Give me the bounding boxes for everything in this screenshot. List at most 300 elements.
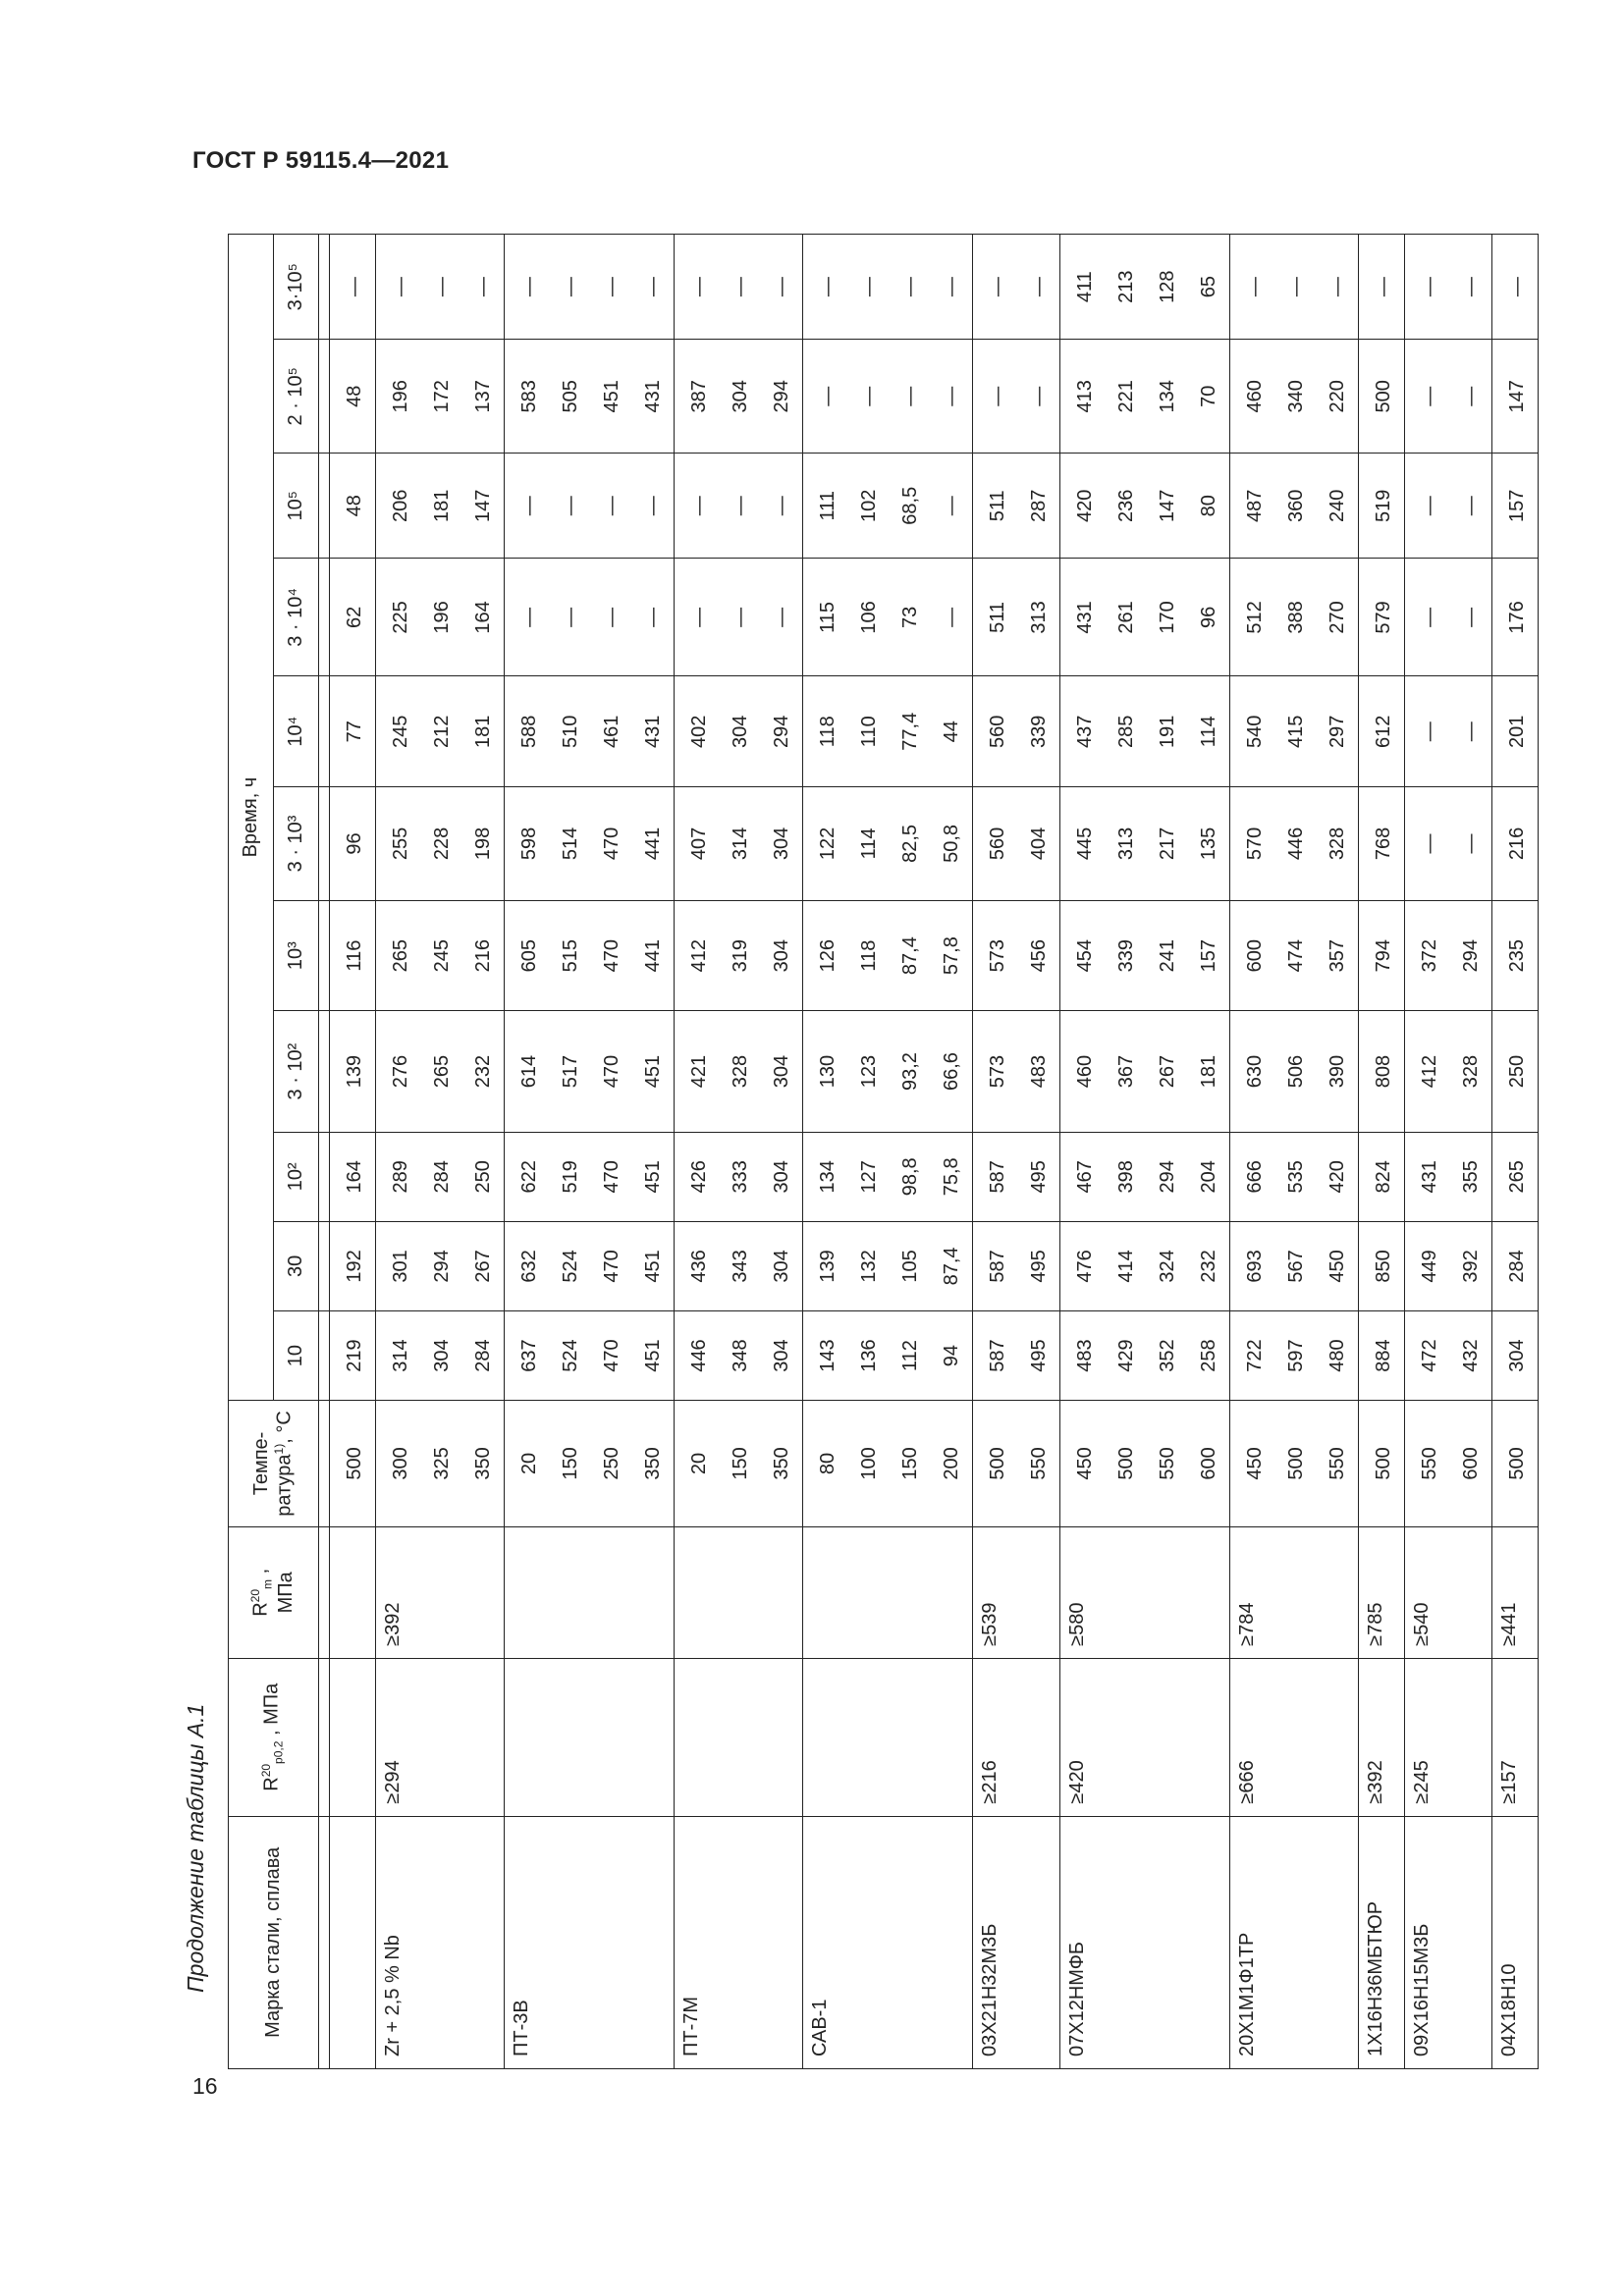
strength-value: 232	[1198, 1250, 1219, 1283]
value-cell	[1405, 1132, 1492, 1221]
strength-value: 598	[518, 827, 540, 861]
value-cell	[803, 454, 973, 559]
strength-value: 519	[1373, 489, 1394, 522]
value-cell	[1230, 787, 1359, 901]
temperature-value: 350	[472, 1447, 494, 1480]
yield-cell: ≥245	[1405, 1658, 1492, 1816]
strength-value: 605	[518, 938, 540, 973]
strength-value: —	[1506, 277, 1528, 297]
grade-cell: САВ-1	[803, 1816, 973, 2068]
strength-value: 147	[472, 489, 494, 522]
strength-value: 198	[472, 827, 494, 861]
strength-value: 480	[1326, 1339, 1348, 1372]
temperature-cell	[973, 1401, 1060, 1527]
value-cell	[1230, 1011, 1359, 1132]
strength-value: —	[688, 607, 710, 627]
strength-value: —	[1419, 496, 1440, 516]
value-cell	[1230, 1221, 1359, 1310]
strength-value: 80	[1198, 495, 1219, 517]
strength-value: 294	[771, 380, 792, 413]
strength-value: 470	[601, 1339, 623, 1372]
strength-value: 637	[518, 1339, 540, 1372]
strength-value: —	[987, 386, 1008, 406]
value-cell	[330, 1011, 376, 1132]
strength-value: 348	[730, 1339, 751, 1372]
value-cell	[1359, 454, 1405, 559]
value-cell	[505, 676, 675, 787]
value-cell	[1060, 1011, 1230, 1132]
strength-value: 96	[1198, 606, 1219, 629]
strength-value: 441	[642, 938, 664, 973]
strength-value: 794	[1373, 938, 1394, 973]
strength-value: 289	[390, 1160, 411, 1194]
strength-value: —	[1244, 277, 1266, 297]
value-cell	[376, 676, 505, 787]
value-cell	[376, 559, 505, 676]
strength-value: 411	[1074, 271, 1096, 303]
strength-value: —	[1419, 607, 1440, 627]
value-cell	[675, 1011, 803, 1132]
value-cell	[675, 1221, 803, 1310]
grade-cell: 20Х1М1Ф1ТР	[1230, 1816, 1359, 2068]
strength-value: 517	[560, 1054, 581, 1089]
value-cell	[1060, 1221, 1230, 1310]
yield-cell: ≥157	[1492, 1658, 1539, 1816]
strength-value: 111	[817, 491, 839, 521]
temperature-cell	[330, 1401, 376, 1527]
strength-value: 451	[642, 1160, 664, 1194]
value-cell	[973, 1310, 1060, 1400]
strength-value: —	[1419, 721, 1440, 742]
value-cell	[505, 235, 675, 340]
strength-value: 487	[1244, 489, 1266, 522]
strength-value: 114	[1198, 716, 1219, 748]
strength-value: 134	[1157, 380, 1178, 413]
strength-value: 415	[1285, 715, 1307, 748]
strength-value: 824	[1373, 1160, 1394, 1194]
strength-value: 147	[1506, 380, 1528, 413]
strength-value: 236	[1115, 489, 1137, 522]
strength-value: 451	[642, 1339, 664, 1372]
strength-value: 181	[431, 489, 453, 522]
strength-value: 136	[858, 1339, 880, 1372]
strength-value: 304	[1506, 1339, 1528, 1372]
tensile-cell: ≥540	[1405, 1526, 1492, 1658]
strength-value: 128	[1157, 270, 1178, 303]
value-cell	[1492, 235, 1539, 340]
strength-value: 524	[560, 1250, 581, 1283]
strength-value: 339	[1028, 715, 1050, 748]
strength-value: 461	[601, 715, 623, 748]
strength-value: 68,5	[899, 486, 921, 525]
col-header-tensile: $R^{20}_m$ , МПа	[229, 1526, 319, 1658]
value-cell	[803, 787, 973, 901]
value-cell	[675, 900, 803, 1011]
strength-value: 460	[1074, 1054, 1096, 1089]
strength-value: 470	[601, 1250, 623, 1283]
value-cell	[330, 1221, 376, 1310]
strength-value: 431	[642, 380, 664, 413]
strength-value: 506	[1285, 1054, 1307, 1089]
strength-value: 431	[1419, 1160, 1440, 1194]
strength-value: 420	[1074, 489, 1096, 522]
strength-value: —	[472, 277, 494, 297]
temperature-value: 550	[1157, 1447, 1178, 1480]
strength-value: 304	[771, 1160, 792, 1194]
value-cell	[330, 1310, 376, 1400]
tensile-cell: ≥392	[376, 1526, 505, 1658]
strength-value: 118	[858, 939, 880, 972]
strength-value: 48	[344, 495, 365, 517]
value-cell	[376, 1221, 505, 1310]
table-row	[1060, 235, 1230, 2069]
strength-value: 372	[1419, 938, 1440, 973]
strength-value: 850	[1373, 1250, 1394, 1283]
strength-value: 172	[431, 380, 453, 413]
temperature-value: 80	[817, 1452, 839, 1475]
tensile-cell	[330, 1526, 376, 1658]
temperature-cell	[1405, 1401, 1492, 1527]
strength-value: 102	[858, 489, 880, 522]
col-header-time-group: Время, ч	[229, 235, 274, 1401]
value-cell	[505, 900, 675, 1011]
col-header-temperature: Темпе- ратура$^{1)}$, °С	[229, 1401, 319, 1527]
value-cell	[330, 787, 376, 901]
strength-value: 483	[1028, 1054, 1050, 1089]
strength-value: 284	[1506, 1250, 1528, 1283]
strength-value: 412	[688, 938, 710, 973]
strength-value: —	[601, 607, 623, 627]
temperature-value: 20	[688, 1452, 710, 1475]
tensile-cell	[803, 1526, 973, 1658]
strength-value: 82,5	[899, 824, 921, 863]
strength-value: 436	[688, 1250, 710, 1283]
temperature-value: 150	[730, 1447, 751, 1480]
value-cell	[330, 454, 376, 559]
strength-value: 510	[560, 715, 581, 748]
strength-value: 157	[1506, 489, 1528, 522]
strength-value: 66,6	[941, 1052, 962, 1092]
value-cell	[505, 340, 675, 454]
value-cell	[1492, 340, 1539, 454]
strength-value: 768	[1373, 827, 1394, 861]
strength-value: 112	[899, 1340, 921, 1371]
value-cell	[973, 1221, 1060, 1310]
strength-value: 357	[1326, 938, 1348, 973]
col-header-time: 10⁵	[274, 454, 319, 559]
value-cell	[1230, 676, 1359, 787]
value-cell	[803, 1132, 973, 1221]
strength-value: 75,8	[941, 1157, 962, 1197]
value-cell	[505, 559, 675, 676]
temperature-value: 200	[941, 1447, 962, 1480]
strength-value: 250	[1506, 1054, 1528, 1089]
value-cell	[1492, 1132, 1539, 1221]
value-cell	[803, 1011, 973, 1132]
value-cell	[1060, 340, 1230, 454]
value-cell	[330, 340, 376, 454]
strength-value: 232	[472, 1054, 494, 1089]
rotated-table-container	[228, 234, 1528, 2069]
temperature-value: 450	[1244, 1447, 1266, 1480]
strength-value: 304	[730, 380, 751, 413]
table-row	[376, 235, 505, 2069]
tensile-cell	[505, 1526, 675, 1658]
temperature-value: 500	[1115, 1447, 1137, 1480]
strength-value: 402	[688, 715, 710, 748]
strength-value: 666	[1244, 1160, 1266, 1194]
strength-value: 431	[1074, 601, 1096, 634]
strength-value: 98,8	[899, 1157, 921, 1197]
strength-value: 573	[987, 1054, 1008, 1089]
strength-value: 467	[1074, 1160, 1096, 1194]
value-cell	[330, 676, 376, 787]
temperature-cell	[803, 1401, 973, 1527]
strength-value: 573	[987, 938, 1008, 973]
strength-value: —	[560, 607, 581, 627]
strength-value: 261	[1115, 601, 1137, 634]
strength-value: 387	[688, 380, 710, 413]
strength-value: —	[941, 277, 962, 297]
strength-value: 213	[1115, 270, 1137, 303]
value-cell	[1359, 787, 1405, 901]
strength-value: 600	[1244, 938, 1266, 973]
yield-cell	[803, 1658, 973, 1816]
strength-value: 206	[390, 489, 411, 522]
strength-value: 44	[941, 721, 962, 743]
value-cell	[376, 235, 505, 340]
strength-value: —	[688, 277, 710, 297]
value-cell	[1359, 1132, 1405, 1221]
strength-value: 449	[1419, 1250, 1440, 1283]
strength-value: 143	[817, 1339, 839, 1372]
col-header-time: 10³	[274, 900, 319, 1011]
value-cell	[1060, 454, 1230, 559]
strength-value: —	[941, 496, 962, 516]
strength-value: 196	[390, 380, 411, 413]
strength-value: 632	[518, 1250, 540, 1283]
strength-value: 241	[1157, 938, 1178, 973]
col-header-time: 2 · 10⁵	[274, 340, 319, 454]
strength-value: 245	[431, 938, 453, 973]
strength-value: 287	[1028, 489, 1050, 522]
yield-cell: ≥294	[376, 1658, 505, 1816]
strength-value: 134	[817, 1160, 839, 1194]
temperature-value: 550	[1419, 1447, 1440, 1480]
strength-value: 460	[1244, 380, 1266, 413]
col-header-time: 30	[274, 1221, 319, 1310]
strength-value: —	[899, 277, 921, 297]
value-cell	[973, 1011, 1060, 1132]
strength-value: —	[1028, 277, 1050, 297]
strength-value: —	[730, 277, 751, 297]
strength-value: —	[817, 386, 839, 406]
value-cell	[330, 1132, 376, 1221]
strength-value: 77,4	[899, 712, 921, 751]
value-cell	[330, 900, 376, 1011]
col-header-time: 3·10⁵	[274, 235, 319, 340]
strength-value: —	[899, 386, 921, 406]
strength-value: 122	[817, 827, 839, 861]
strength-value: 301	[390, 1250, 411, 1283]
temperature-cell	[1060, 1401, 1230, 1527]
strength-value: 437	[1074, 715, 1096, 748]
temperature-value: 350	[642, 1447, 664, 1480]
strength-value: 304	[730, 715, 751, 748]
strength-value: 204	[1198, 1160, 1219, 1194]
strength-value: 118	[817, 716, 839, 748]
strength-value: 808	[1373, 1054, 1394, 1089]
value-cell	[1492, 559, 1539, 676]
value-cell	[1359, 559, 1405, 676]
value-cell	[1230, 900, 1359, 1011]
value-cell	[505, 1132, 675, 1221]
strength-value: 622	[518, 1160, 540, 1194]
strength-value: —	[1419, 277, 1440, 297]
temperature-value: 500	[1373, 1447, 1394, 1480]
strength-value: 352	[1157, 1339, 1178, 1372]
page-number: 16	[192, 2073, 218, 2099]
strength-value: 87,4	[941, 1247, 962, 1286]
strength-value: 265	[390, 938, 411, 973]
strength-value: —	[771, 277, 792, 297]
strength-value: —	[688, 496, 710, 516]
strength-value: —	[344, 277, 365, 297]
strength-value: 130	[817, 1054, 839, 1089]
strength-value: —	[1285, 277, 1307, 297]
document-header: ГОСТ Р 59115.4—2021	[192, 147, 450, 174]
yield-cell: ≥216	[973, 1658, 1060, 1816]
strength-value: 294	[771, 715, 792, 748]
value-cell	[1492, 1011, 1539, 1132]
strength-value: 324	[1157, 1250, 1178, 1283]
strength-value: 884	[1373, 1339, 1394, 1372]
temperature-cell	[505, 1401, 675, 1527]
creep-strength-table	[228, 234, 1539, 2069]
strength-value: 304	[771, 1250, 792, 1283]
value-cell	[1230, 454, 1359, 559]
value-cell	[1230, 559, 1359, 676]
strength-value: —	[518, 496, 540, 516]
value-cell	[803, 900, 973, 1011]
value-cell	[675, 454, 803, 559]
strength-value: 693	[1244, 1250, 1266, 1283]
strength-value: 235	[1506, 938, 1528, 973]
strength-value: —	[1419, 833, 1440, 854]
strength-value: 414	[1115, 1250, 1137, 1283]
strength-value: 407	[688, 827, 710, 861]
strength-value: 722	[1244, 1339, 1266, 1372]
strength-value: 390	[1326, 1054, 1348, 1089]
strength-value: —	[941, 607, 962, 627]
strength-value: 48	[344, 385, 365, 407]
table-row	[1405, 235, 1492, 2069]
strength-value: 587	[987, 1160, 1008, 1194]
strength-value: 270	[1326, 601, 1348, 634]
strength-value: 127	[858, 1160, 880, 1194]
grade-cell	[330, 1816, 376, 2068]
strength-value: 567	[1285, 1250, 1307, 1283]
strength-value: 313	[1115, 827, 1137, 861]
value-cell	[1060, 1132, 1230, 1221]
value-cell	[1359, 1011, 1405, 1132]
strength-value: —	[560, 496, 581, 516]
strength-value: 445	[1074, 827, 1096, 861]
value-cell	[330, 235, 376, 340]
grade-cell: ПТ-7М	[675, 1816, 803, 2068]
strength-value: —	[431, 277, 453, 297]
temperature-cell	[376, 1401, 505, 1527]
grade-cell: 04Х18Н10	[1492, 1816, 1539, 2068]
strength-value: 50,8	[941, 824, 962, 863]
value-cell	[1060, 900, 1230, 1011]
strength-value: 495	[1028, 1250, 1050, 1283]
table-row	[1359, 235, 1405, 2069]
col-header-time: 3 · 10⁴	[274, 559, 319, 676]
strength-value: —	[771, 607, 792, 627]
strength-value: 201	[1506, 715, 1528, 748]
value-cell	[1492, 1310, 1539, 1400]
value-cell	[1359, 1310, 1405, 1400]
strength-value: 147	[1157, 489, 1178, 522]
value-cell	[803, 340, 973, 454]
strength-value: 276	[390, 1054, 411, 1089]
strength-value: 126	[817, 938, 839, 973]
strength-value: 343	[730, 1250, 751, 1283]
strength-value: 470	[601, 1160, 623, 1194]
yield-cell	[675, 1658, 803, 1816]
strength-value: —	[601, 496, 623, 516]
temperature-value: 450	[1074, 1447, 1096, 1480]
table-row	[803, 235, 973, 2069]
value-cell	[1060, 787, 1230, 901]
strength-value: 106	[858, 601, 880, 634]
strength-value: 176	[1506, 601, 1528, 634]
strength-value: 304	[771, 1054, 792, 1089]
value-cell	[505, 787, 675, 901]
strength-value: —	[601, 277, 623, 297]
strength-value: 297	[1326, 715, 1348, 748]
table-row	[1230, 235, 1359, 2069]
strength-value: 294	[431, 1250, 453, 1283]
value-cell	[1405, 900, 1492, 1011]
value-cell	[1060, 559, 1230, 676]
strength-value: 240	[1326, 489, 1348, 522]
value-cell	[1405, 1310, 1492, 1400]
strength-value: 328	[730, 1054, 751, 1089]
tensile-cell: ≥580	[1060, 1526, 1230, 1658]
strength-value: 355	[1460, 1160, 1482, 1194]
strength-value: —	[730, 607, 751, 627]
value-cell	[1359, 235, 1405, 340]
value-cell	[1492, 900, 1539, 1011]
yield-cell	[330, 1658, 376, 1816]
strength-value: 170	[1157, 601, 1178, 634]
value-cell	[803, 1310, 973, 1400]
grade-cell: 03Х21Н32М3Б	[973, 1816, 1060, 2068]
value-cell	[803, 676, 973, 787]
temperature-value: 325	[431, 1447, 453, 1480]
strength-value: 132	[858, 1250, 880, 1283]
strength-value: 62	[344, 606, 365, 629]
strength-value: 412	[1419, 1054, 1440, 1089]
strength-value: 392	[1460, 1250, 1482, 1283]
strength-value: 212	[431, 715, 453, 748]
value-cell	[376, 340, 505, 454]
col-header-time: 10²	[274, 1132, 319, 1221]
strength-value: 431	[642, 715, 664, 748]
strength-value: 451	[642, 1250, 664, 1283]
